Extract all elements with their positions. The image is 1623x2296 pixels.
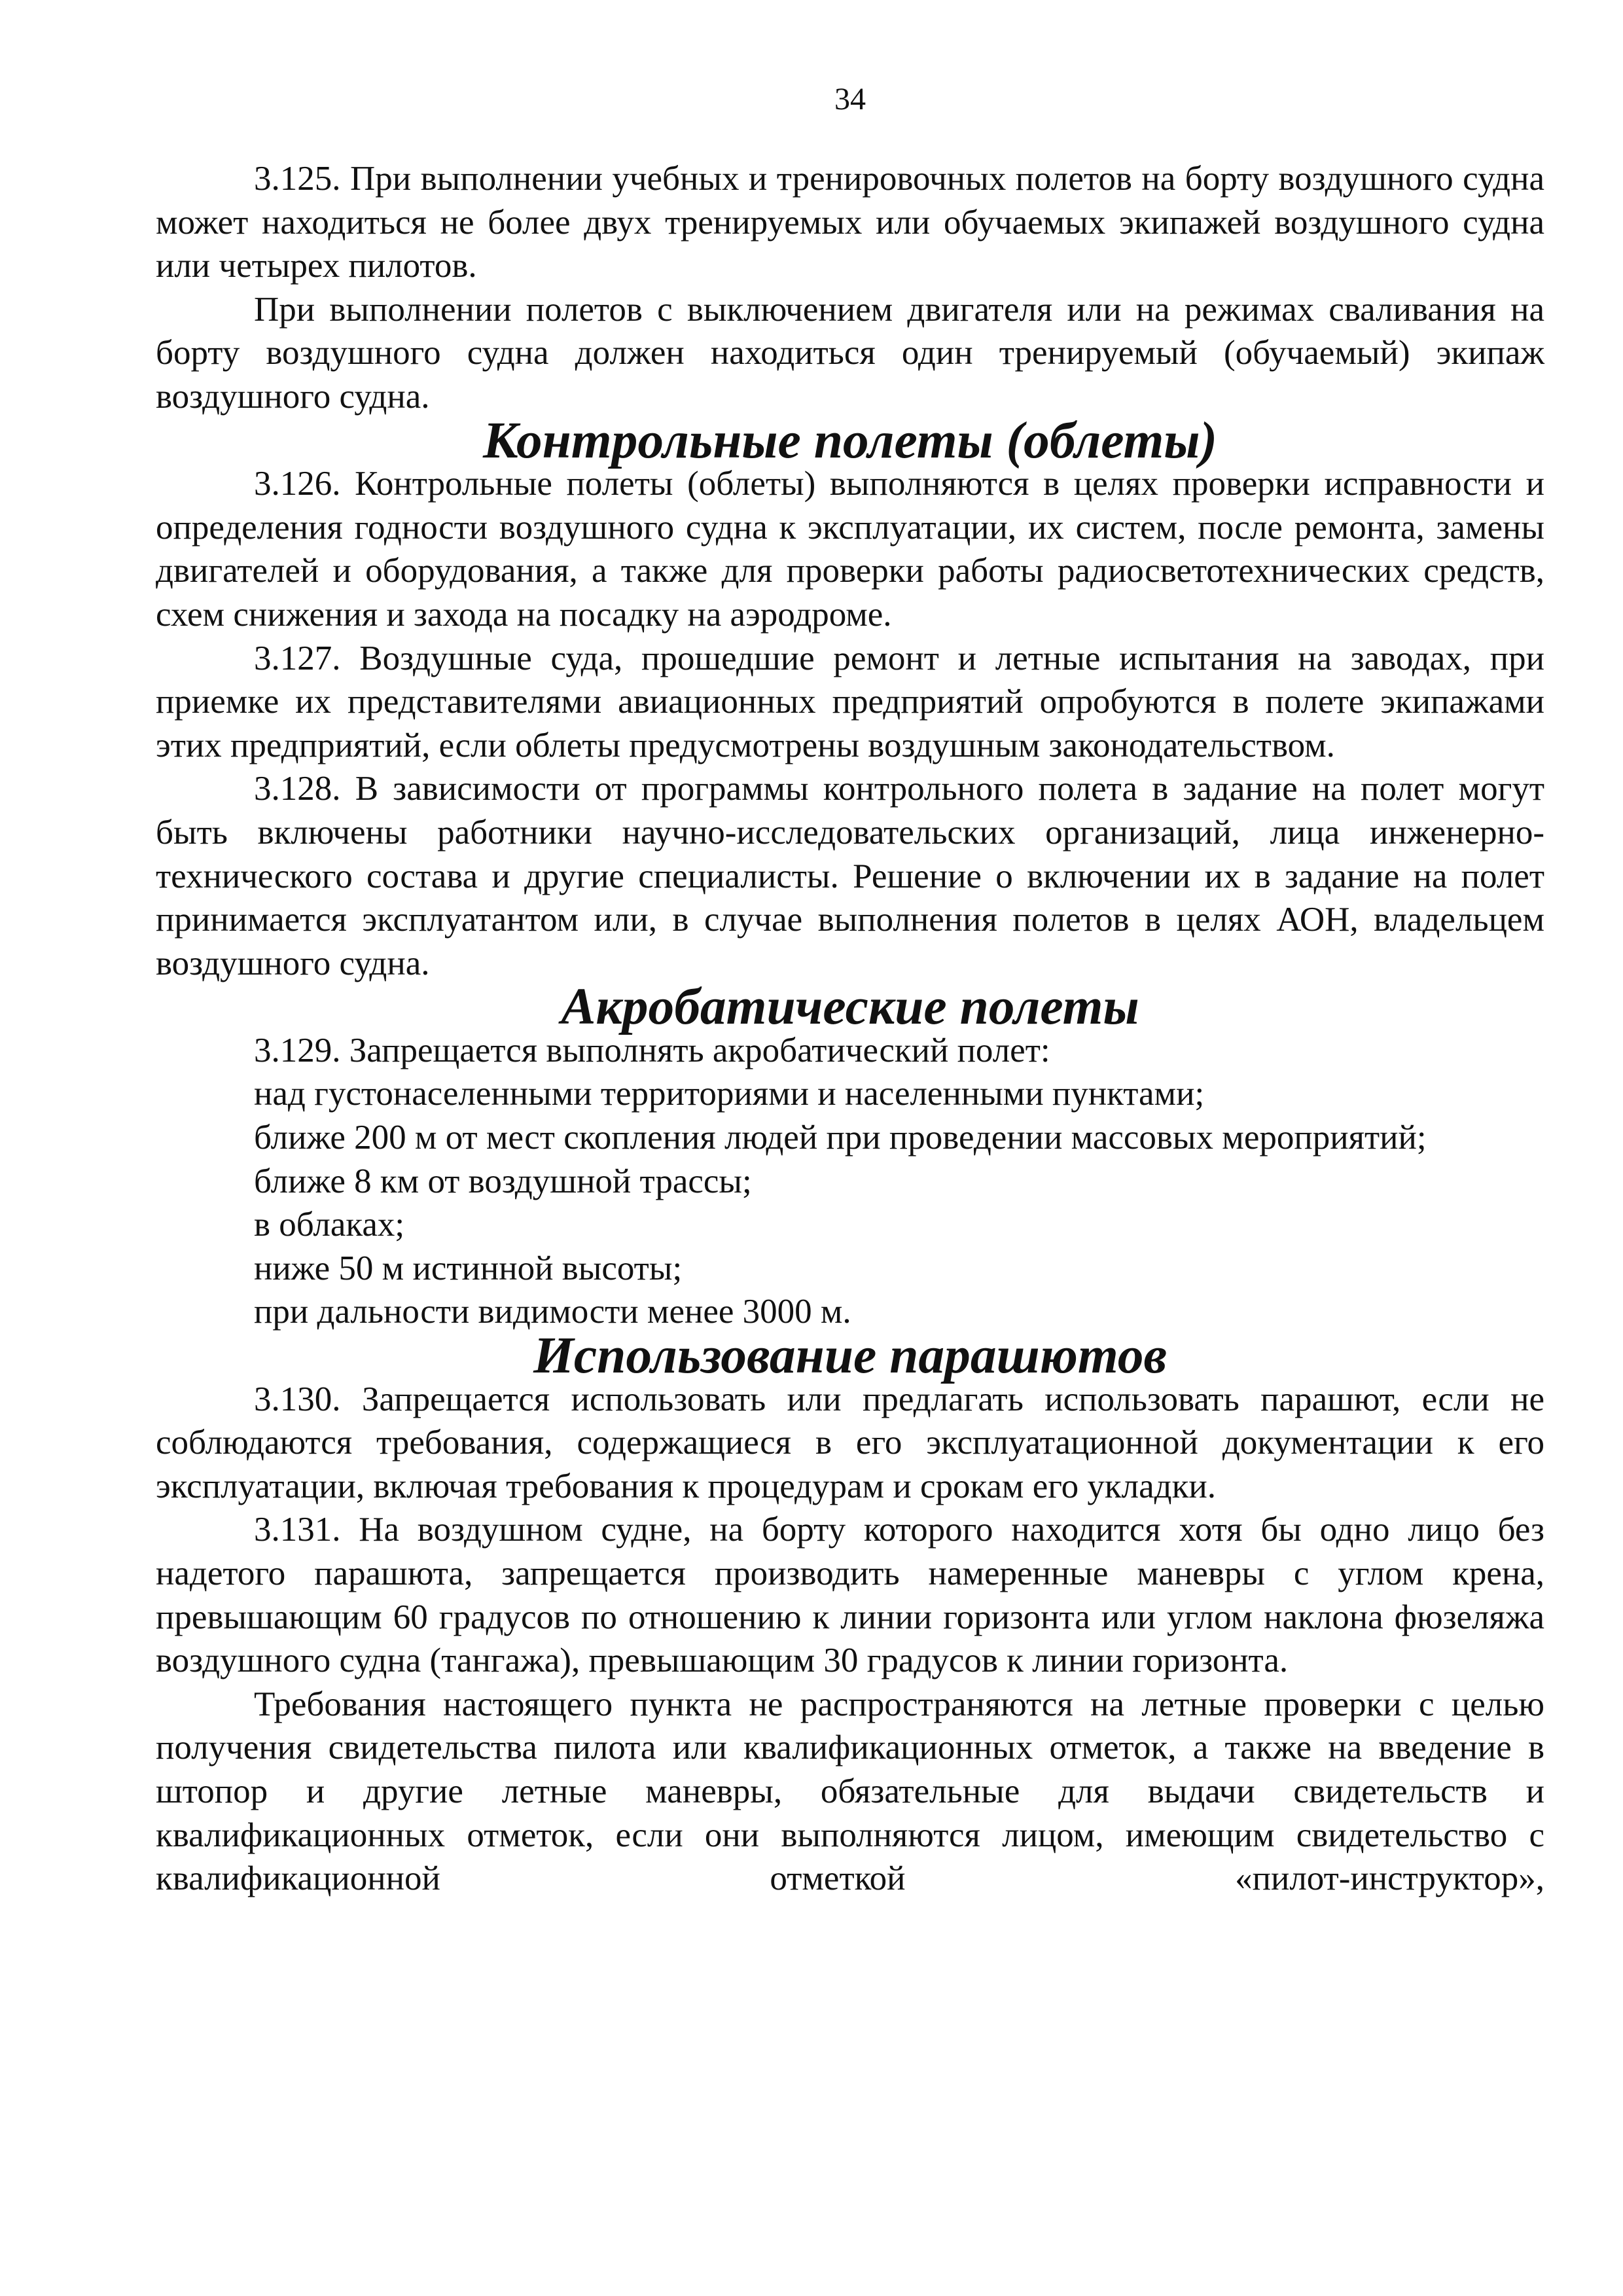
list-item: над густонаселенными территориями и населенными пунктами;	[254, 1075, 1205, 1113]
paragraph: 3.126. Контрольные полеты (облеты) выполняются в целях проверки исправности и определения годности воздушного судна к эксплуатации, их систем, после ремонта, замены двигателей и оборудования, а также для проверки работы радиосветотехнических средств, схем снижения и захода на посадку на аэродроме.	[156, 465, 1544, 634]
page-number: 34	[834, 82, 866, 117]
paragraph: При выполнении полетов с выключением двигателя или на режимах сваливания на борту воздушного судна должен находиться один тренируемый (обучаемый) экипаж воздушного судна.	[156, 290, 1544, 416]
section-heading: Использование парашютов	[533, 1327, 1167, 1385]
paragraph: Требования настоящего пункта не распространяются на летные проверки с целью получения свидетельства пилота или квалификационных отметок, а также на введение в штопор и другие летные маневры, обязательные для выдачи свидетельств и квалификационных отметок, если они выполняются лицом, имеющим свидетельство с квалификационной отметкой «пилот-инструктор»,	[156, 1685, 1544, 1898]
section-heading: Акробатические полеты	[561, 978, 1139, 1036]
list-item: ниже 50 м истинной высоты;	[254, 1249, 683, 1287]
paragraph: 3.129. Запрещается выполнять акробатический полет:	[254, 1031, 1050, 1069]
paragraph: 3.130. Запрещается использовать или предлагать использовать парашют, если не соблюдаются требования, содержащиеся в его эксплуатационной документации к его эксплуатации, включая требования к процедурам и срокам его укладки.	[156, 1380, 1544, 1505]
list-item: ближе 200 м от мест скопления людей при проведении массовых мероприятий;	[254, 1119, 1427, 1157]
list-item: при дальности видимости менее 3000 м.	[254, 1293, 851, 1331]
paragraph: 3.127. Воздушные суда, прошедшие ремонт и летные испытания на заводах, при приемке их представителями авиационных предприятий опробуются в полете экипажами этих предприятий, если облеты предусмотрены воздушным законодательством.	[156, 639, 1544, 764]
list-item: в облаках;	[254, 1206, 405, 1244]
section-heading: Контрольные полеты (облеты)	[482, 411, 1218, 469]
paragraph: 3.131. На воздушном судне, на борту которого находится хотя бы одно лицо без надетого парашюта, запрещается производить намеренные маневры с углом крена, превышающим 60 градусов по отношению к линии горизонта или углом наклона фюзеляжа воздушного судна (тангажа), превышающим 30 градусов к линии горизонта.	[156, 1511, 1544, 1680]
paragraph: 3.125. При выполнении учебных и тренировочных полетов на борту воздушного судна может находиться не более двух тренируемых или обучаемых экипажей воздушного судна или четырех пилотов.	[156, 160, 1544, 285]
list-item: ближе 8 км от воздушной трассы;	[254, 1162, 752, 1200]
paragraph: 3.128. В зависимости от программы контрольного полета в задание на полет могут быть включены работники научно-исследовательских организаций, лица инженерно-технического состава и другие специалисты. Решение о включении их в задание на полет принимается эксплуатантом или, в случае выполнения полетов в целях АОН, владельцем воздушного судна.	[156, 770, 1544, 982]
document-body	[156, 157, 1544, 1901]
